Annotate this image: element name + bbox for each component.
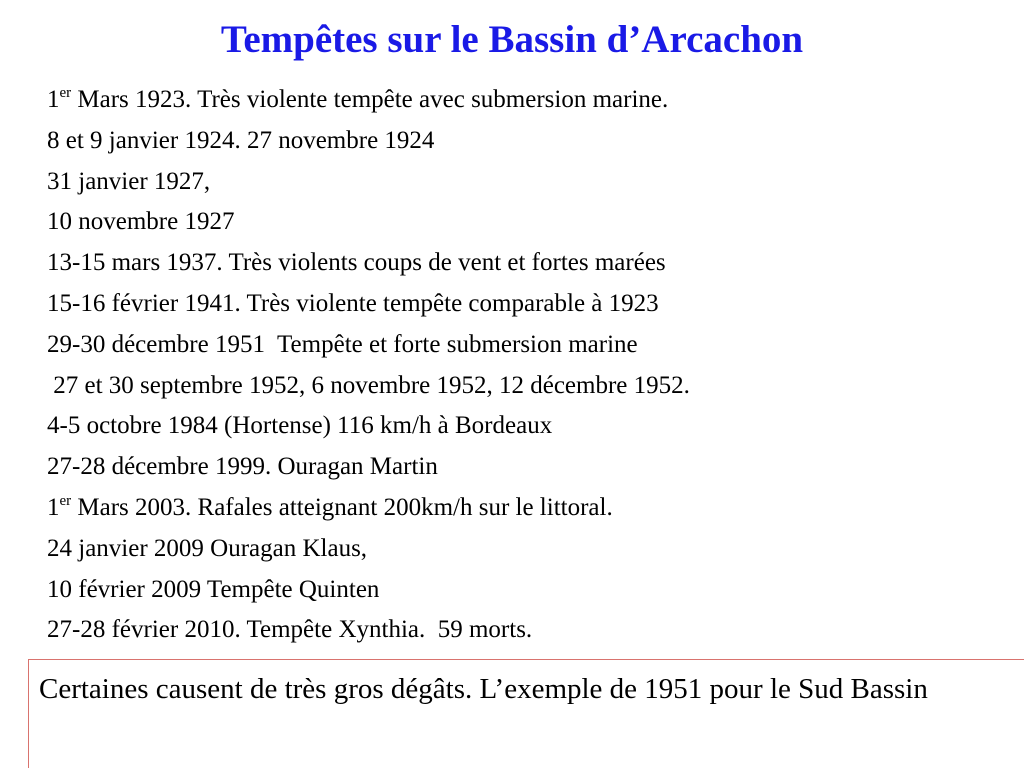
storm-item-text: 13-15 mars 1937. Très violents coups de vent et fortes marées <box>47 249 666 277</box>
storm-item <box>47 406 1007 447</box>
storm-item <box>47 243 1007 284</box>
storm-item <box>47 284 1007 325</box>
storm-item <box>47 366 1007 407</box>
storm-item-superscript: er <box>59 84 72 101</box>
storm-item <box>47 488 1007 529</box>
storm-item <box>47 447 1007 488</box>
storm-item-text: 27 et 30 septembre 1952, 6 novembre 1952, 12 décembre 1952. <box>47 371 690 399</box>
storm-item-prefix: 1 <box>47 86 60 113</box>
storm-item-text: 8 et 9 janvier 1924. 27 novembre 1924 <box>47 126 435 154</box>
storm-item <box>47 121 1007 162</box>
storm-item-prefix: 1 <box>47 493 60 521</box>
storm-list <box>47 80 1007 651</box>
storm-item-text: 29-30 décembre 1951 Tempête et forte submersion marine <box>47 330 638 358</box>
note-text: Certaines causent de très gros dégâts. L’exemple de 1951 pour le Sud Bassin <box>39 673 928 705</box>
storm-item <box>47 610 1007 651</box>
storm-item-text: 4-5 octobre 1984 (Hortense) 116 km/h à Bordeaux <box>47 412 553 440</box>
storm-item-text: 10 février 2009 Tempête Quinten <box>47 575 380 603</box>
storm-item <box>47 202 1007 243</box>
storm-item-text: 27-28 décembre 1999. Ouragan Martin <box>47 453 438 481</box>
storm-item <box>47 162 1007 203</box>
storm-item-text: Mars 1923. Très violente tempête avec submersion marine. <box>71 86 669 113</box>
storm-item <box>47 529 1007 570</box>
storm-item-text: 10 novembre 1927 <box>47 208 235 236</box>
storm-item <box>47 325 1007 366</box>
storm-item-text: Mars 2003. Rafales atteignant 200km/h sur le littoral. <box>71 493 613 521</box>
note-box <box>28 659 1024 768</box>
storm-item <box>47 80 1007 121</box>
storm-item <box>47 570 1007 611</box>
storm-item-text: 27-28 février 2010. Tempête Xynthia. 59 morts. <box>47 616 533 644</box>
slide-title: Tempêtes sur le Bassin d’Arcachon <box>220 18 804 61</box>
storm-item-text: 31 janvier 1927, <box>47 167 211 195</box>
storm-item-text: 24 janvier 2009 Ouragan Klaus, <box>47 534 368 562</box>
storm-item-superscript: er <box>59 492 72 509</box>
storm-item-text: 15-16 février 1941. Très violente tempête comparable à 1923 <box>47 289 659 317</box>
